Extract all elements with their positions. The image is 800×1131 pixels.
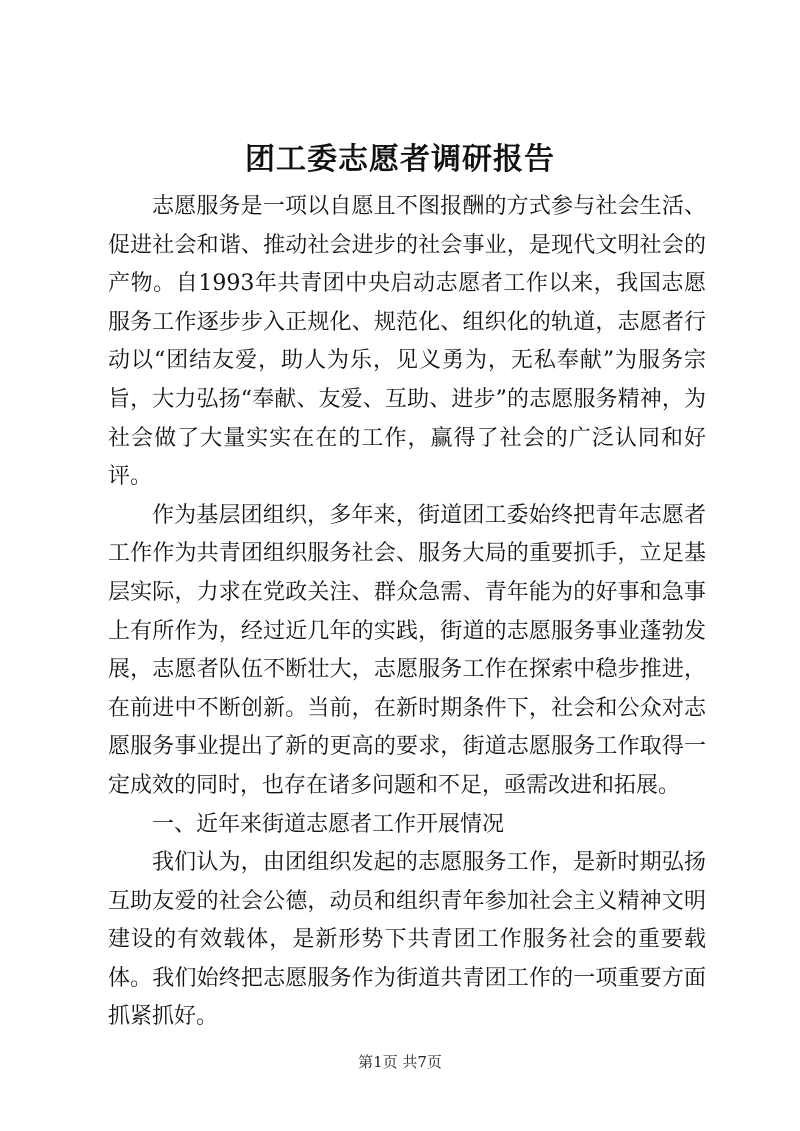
document-body	[108, 188, 706, 1037]
page-number-footer: 第1页 共7页	[358, 1053, 442, 1071]
paragraph-background: 作为基层团组织，多年来，街道团工委始终把青年志愿者工作作为共青团组织服务社会、服务大局的重要抓手，立足基层实际，力求在党政关注、群众急需、青年能为的好事和急事上有所作为，经过近几年的实践，街道的志愿服务事业蓬勃发展，志愿者队伍不断壮大，志愿服务工作在探索中稳步推进，在前进中不断创新。当前，在新时期条件下，社会和公众对志愿服务事业提出了新的更高的要求，街道志愿服务工作取得一定成效的同时，也存在诸多问题和不足，亟需改进和拓展。	[108, 502, 706, 798]
paragraph-section-1: 我们认为，由团组织发起的志愿服务工作，是新时期弘扬互助友爱的社会公德，动员和组织青年参加社会主义精神文明建设的有效载体，是新形势下共青团工作服务社会的重要载体。我们始终把志愿服务作为街道共青团工作的一项重要方面抓紧抓好。	[108, 850, 706, 1030]
paragraph-intro: 志愿服务是一项以自愿且不图报酬的方式参与社会生活、促进社会和谐、推动社会进步的社会事业，是现代文明社会的产物。自1993年共青团中央启动志愿者工作以来，我国志愿服务工作逐步步入正规化、规范化、组织化的轨道，志愿者行动以“团结友爱，助人为乐，见义勇为，无私奉献”为服务宗旨，大力弘扬“奉献、友爱、互助、进步”的志愿服务精神，为社会做了大量实实在在的工作，赢得了社会的广泛认同和好评。	[108, 194, 706, 490]
section-heading: 一、近年来街道志愿者工作开展情况	[152, 811, 505, 837]
document-title: 团工委志愿者调研报告	[245, 142, 555, 177]
